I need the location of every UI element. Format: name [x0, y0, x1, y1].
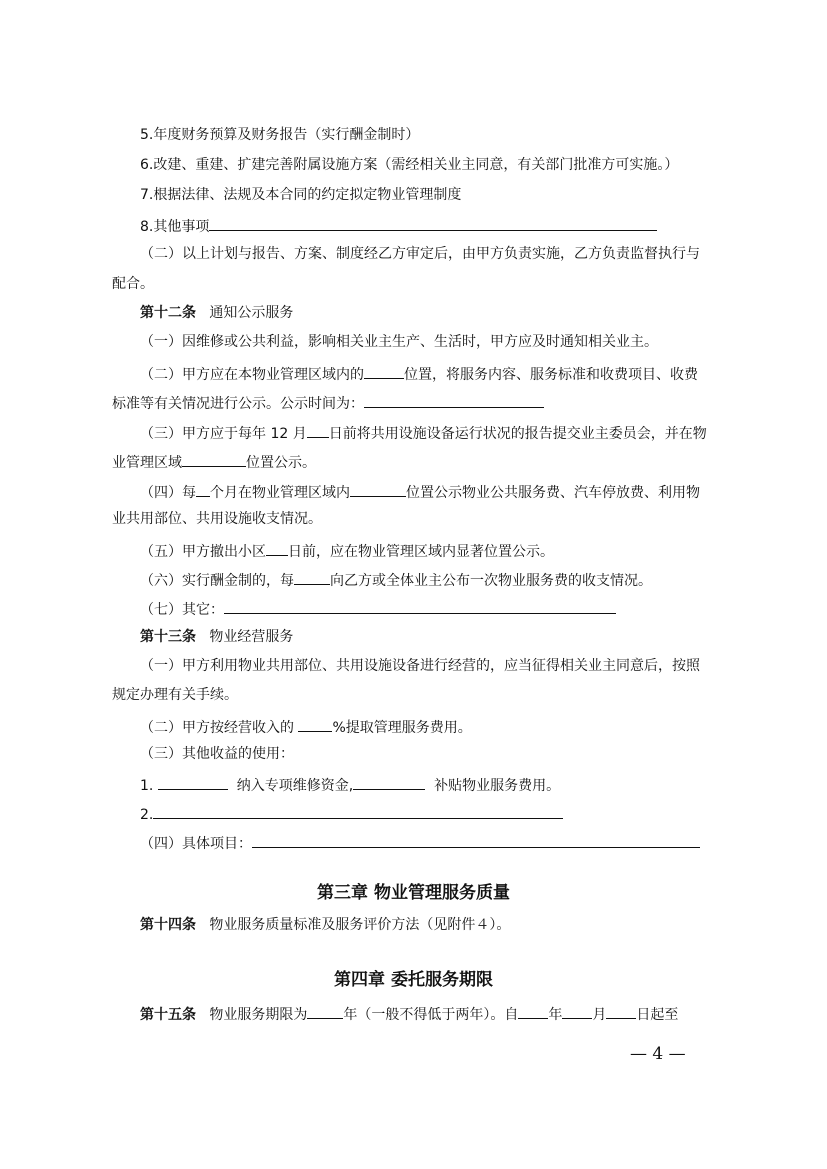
clause-text: （二）甲方按经营收入的 — [140, 720, 294, 736]
clause-text: 位置公示。 — [246, 455, 316, 471]
blank-field — [224, 598, 616, 614]
clause-text: 2. — [140, 807, 154, 823]
chapter-4-heading: 第四章 委托服务期限 — [334, 970, 493, 990]
clause-text: （二）甲方应在本物业管理区域内的 — [140, 367, 364, 383]
article-13-clause-3-item-1 — [140, 774, 560, 795]
blank-field — [294, 569, 330, 585]
blank-field — [350, 481, 406, 497]
article-13-clause-1: （一）甲方利用物业共用部位、共用设施设备进行经营的，应当征得相关业主同意后，按照 — [140, 658, 700, 674]
clause-text: 年（一般不得低于两年）。自 — [343, 1007, 519, 1023]
article-15-title: 第十五条 — [140, 1007, 196, 1023]
blank-field — [266, 540, 288, 556]
blank-field — [209, 215, 657, 231]
clause-text: （五）甲方撤出小区 — [140, 544, 266, 560]
clause-text: 年 — [548, 1007, 563, 1023]
clause-text: 月 — [592, 1007, 607, 1023]
article-14-text: 物业服务质量标准及服务评价方法（见附件４）。 — [209, 917, 511, 933]
article-12-clause-3 — [140, 422, 707, 443]
clause-text: （六）实行酬金制的，每 — [140, 573, 294, 589]
blank-field — [606, 1003, 636, 1019]
blank-field — [562, 1003, 592, 1019]
article-13-title: 第十三条 — [140, 629, 196, 645]
article-12-clause-4 — [140, 481, 700, 502]
blank-field — [518, 1003, 548, 1019]
clause-text: 向乙方或全体业主公布一次物业服务费的收支情况。 — [330, 573, 652, 589]
clause-text: 业管理区域 — [112, 455, 182, 471]
clause-text: 标准等有关情况进行公示。公示时间为： — [112, 396, 364, 412]
clause-text: 纳入专项维修资金, — [236, 778, 354, 794]
clause-text: （七）其它： — [140, 602, 224, 618]
blank-field — [153, 803, 563, 819]
article-13-clause-1-cont: 规定办理有关手续。 — [112, 687, 238, 703]
clause-text: %提取管理服务费用。 — [332, 720, 472, 736]
article-12-clause-6 — [140, 569, 652, 590]
paragraph-2-line2: 配合。 — [112, 276, 154, 292]
list-item-8-text: 8.其他事项 — [140, 219, 210, 235]
blank-field — [298, 716, 332, 732]
clause-text: 日前将共用设施设备运行状况的报告提交业主委员会，并在物 — [328, 426, 707, 442]
article-12-title: 第十二条 — [140, 305, 196, 321]
blank-field — [196, 481, 210, 497]
list-item-7: 7.根据法律、法规及本合同的约定拟定物业管理制度 — [140, 187, 462, 203]
article-13-heading — [140, 628, 293, 646]
article-12-clause-3-cont — [112, 451, 316, 472]
blank-field — [364, 363, 404, 379]
page-number: — 4 — — [630, 1044, 686, 1064]
clause-text: 物业服务期限为 — [209, 1007, 308, 1023]
clause-text: 位置公示物业公共服务费、汽车停放费、利用物 — [406, 485, 700, 501]
clause-text: 1. — [140, 778, 154, 794]
article-15 — [140, 1003, 678, 1024]
list-item-6: 6.改建、重建、扩建完善附属设施方案（需经相关业主同意，有关部门批准方可实施。） — [140, 157, 679, 173]
paragraph-2-line1: （二）以上计划与报告、方案、制度经乙方审定后，由甲方负责实施，乙方负责监督执行与 — [140, 246, 700, 262]
clause-text: （三）甲方应于每年 12 月 — [140, 426, 307, 442]
clause-text: 位置，将服务内容、服务标准和收费项目、收费 — [404, 367, 698, 383]
blank-field — [307, 1003, 343, 1019]
article-13-clause-2 — [140, 716, 472, 737]
clause-text: 个月在物业管理区域内 — [210, 485, 350, 501]
article-12-clause-4-cont: 业共用部位、共用设施收支情况。 — [112, 511, 322, 527]
clause-text: （四）每 — [140, 485, 196, 501]
article-12-clause-7 — [140, 598, 616, 619]
blank-field — [182, 451, 246, 467]
clause-text: 日前，应在物业管理区域内显著位置公示。 — [288, 544, 554, 560]
chapter-3-heading: 第三章 物业管理服务质量 — [317, 883, 510, 903]
article-12-clause-5 — [140, 540, 554, 561]
blank-field — [158, 774, 228, 790]
list-item-5: 5.年度财务预算及财务报告（实行酬金制时） — [140, 127, 420, 143]
clause-text: （四）具体项目： — [140, 836, 252, 852]
article-14 — [140, 916, 510, 934]
article-13-clause-3-item-2 — [140, 803, 563, 824]
blank-field — [307, 422, 329, 438]
list-item-8 — [140, 215, 657, 236]
blank-field — [364, 392, 544, 408]
article-14-title: 第十四条 — [140, 917, 196, 933]
article-12-heading — [140, 304, 293, 322]
blank-field — [353, 774, 425, 790]
clause-text: 补贴物业服务费用。 — [434, 778, 561, 794]
article-12-name: 通知公示服务 — [209, 305, 294, 321]
article-12-clause-2-cont — [112, 392, 544, 413]
article-13-clause-4 — [140, 832, 700, 853]
clause-text: 日起至 — [636, 1007, 679, 1023]
article-13-name: 物业经营服务 — [209, 629, 294, 645]
article-13-clause-3: （三）其他收益的使用： — [140, 746, 294, 762]
blank-field — [252, 832, 700, 848]
article-12-clause-1: （一）因维修或公共利益，影响相关业主生产、生活时，甲方应及时通知相关业主。 — [140, 334, 658, 350]
article-12-clause-2 — [140, 363, 698, 384]
